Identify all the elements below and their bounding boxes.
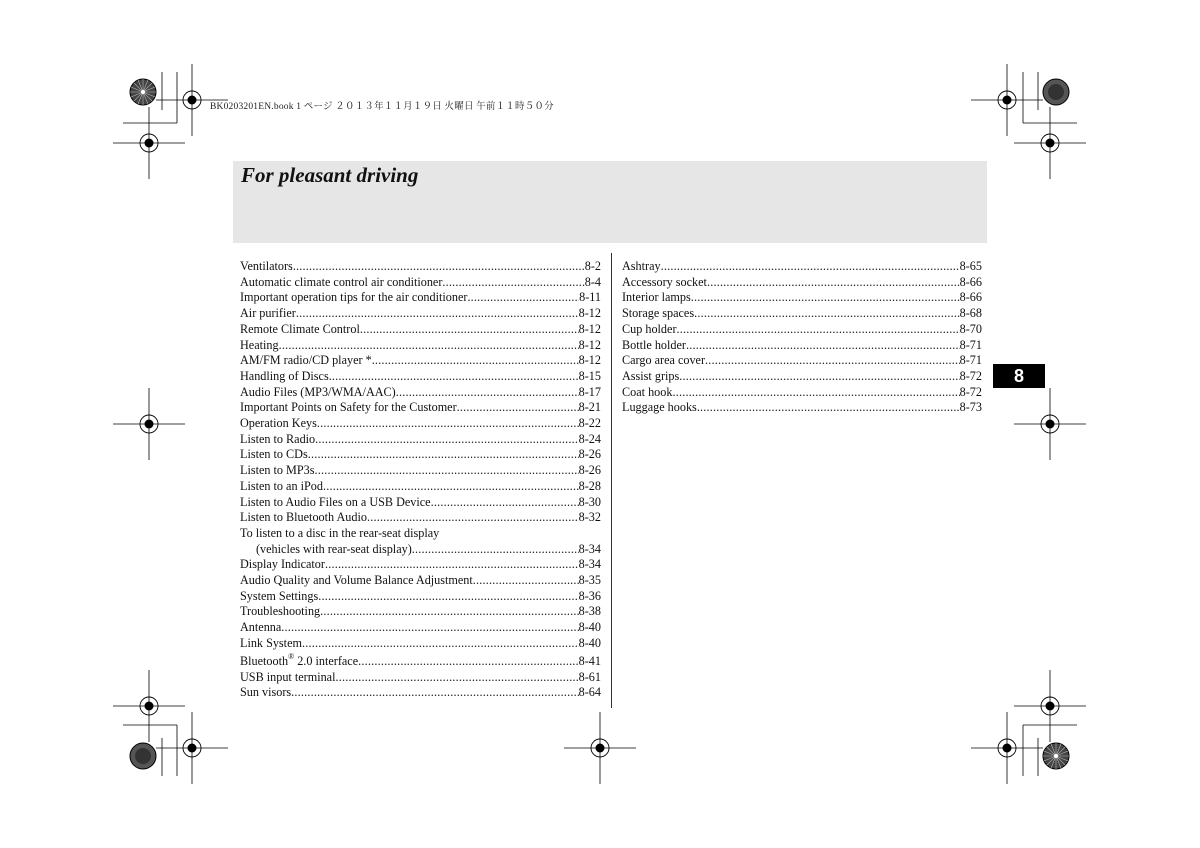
toc-entry-page: 8-34 <box>578 557 601 572</box>
toc-entry-page: 8-22 <box>578 416 601 431</box>
toc-entry[interactable] <box>240 306 601 322</box>
leader-dots <box>335 670 578 686</box>
toc-entry-title: Air purifier <box>240 306 296 321</box>
toc-entry-page: 8-24 <box>578 431 601 446</box>
toc-entry-title: Heating <box>240 337 279 352</box>
toc-entry[interactable] <box>240 416 601 432</box>
toc-entry[interactable] <box>240 290 601 306</box>
leader-dots <box>412 542 579 558</box>
toc-entry-page: 8-70 <box>959 321 982 336</box>
toc-entry-page: 8-71 <box>959 353 982 368</box>
toc-entry[interactable] <box>240 557 601 573</box>
toc-entry-page: 8-66 <box>959 290 982 305</box>
toc-entry-title: Bottle holder <box>622 337 686 352</box>
leader-dots <box>457 400 579 416</box>
toc-entry-page: 8-30 <box>578 494 601 509</box>
toc-entry-page: 8-12 <box>578 337 601 352</box>
toc-entry[interactable] <box>240 338 601 354</box>
column-divider <box>611 253 612 708</box>
toc-entry-page: 8-21 <box>578 400 601 415</box>
toc-entry-title: Automatic climate control air conditioner <box>240 274 443 289</box>
toc-entry[interactable] <box>240 685 601 701</box>
toc-entry[interactable] <box>240 589 601 605</box>
leader-dots <box>315 463 579 479</box>
leader-dots <box>358 652 579 670</box>
toc-entry[interactable] <box>240 604 601 620</box>
leader-dots <box>318 589 578 605</box>
leader-dots <box>661 259 960 275</box>
toc-entry[interactable] <box>240 400 601 416</box>
toc-entry[interactable] <box>240 463 601 479</box>
toc-entry-title: Display Indicator <box>240 557 325 572</box>
toc-entry-title: Ventilators <box>240 259 293 273</box>
toc-entry[interactable] <box>240 573 601 589</box>
toc-entry-page: 8-40 <box>578 620 601 635</box>
leader-dots <box>293 259 585 275</box>
chapter-tab: 8 <box>993 364 1045 388</box>
leader-dots <box>372 353 579 369</box>
toc-entry[interactable] <box>240 275 601 291</box>
leader-dots <box>442 275 584 291</box>
toc-entry-title: Important Points on Safety for the Customer <box>240 400 457 415</box>
leader-dots <box>707 275 960 291</box>
toc-entry-page: 8-65 <box>959 259 982 273</box>
leader-dots <box>308 447 579 463</box>
toc-entry[interactable] <box>622 385 982 401</box>
toc-entry[interactable] <box>240 259 601 275</box>
toc-entry-title: Audio Quality and Volume Balance Adjustment <box>240 573 473 588</box>
bluetooth-label-rest: 2.0 interface <box>294 653 359 668</box>
leader-dots <box>325 557 579 573</box>
toc-entry[interactable] <box>240 369 601 385</box>
toc-entry[interactable] <box>240 620 601 636</box>
registered-mark: ® <box>288 651 295 661</box>
toc-entry-title: Listen to Audio Files on a USB Device <box>240 494 431 509</box>
leader-dots <box>697 400 960 416</box>
leader-dots <box>281 620 578 636</box>
toc-entry-title: Antenna <box>240 620 282 635</box>
toc-entry-page: 8-38 <box>578 604 601 619</box>
section-header-banner <box>233 161 987 243</box>
toc-entry-title: Listen to Radio <box>240 431 316 446</box>
toc-entry-page: 8-68 <box>959 306 982 321</box>
toc-entry-title: Important operation tips for the air conditioner <box>240 290 468 305</box>
toc-entry-page: 8-12 <box>578 306 601 321</box>
leader-dots <box>291 685 579 701</box>
leader-dots <box>679 369 959 385</box>
leader-dots <box>467 290 579 306</box>
leader-dots <box>302 636 579 652</box>
leader-dots <box>705 353 960 369</box>
toc-entry-page: 8-66 <box>959 274 982 289</box>
toc-entry[interactable] <box>240 385 601 401</box>
toc-entry-page: 8-15 <box>578 368 601 383</box>
toc-entry-title: Listen to Bluetooth Audio <box>240 510 367 525</box>
toc-entry[interactable] <box>622 322 982 338</box>
leader-dots <box>329 369 579 385</box>
file-info-line: BK0203201EN.book 1 ページ ２０１３年１１月１９日 火曜日 午前１１時５０分 <box>210 102 554 112</box>
leader-dots <box>431 495 579 511</box>
toc-entry-page: 8-2 <box>584 259 601 273</box>
toc-entry[interactable] <box>240 447 601 463</box>
toc-entry-page: 8-35 <box>578 573 601 588</box>
leader-dots <box>360 322 579 338</box>
toc-entry-title: Cargo area cover <box>622 353 706 368</box>
toc-entry-title: Listen to CDs <box>240 447 308 462</box>
toc-entry[interactable] <box>240 670 601 686</box>
toc-entry-title: Link System <box>240 635 302 650</box>
leader-dots <box>677 322 960 338</box>
toc-entry[interactable] <box>240 652 601 670</box>
toc-left-column <box>240 259 601 701</box>
toc-entry-page: 8-64 <box>578 685 601 700</box>
toc-entry[interactable] <box>622 353 982 369</box>
toc-entry[interactable] <box>240 479 601 495</box>
leader-dots <box>672 385 959 401</box>
toc-entry-title: Remote Climate Control <box>240 321 360 336</box>
toc-entry-title: (vehicles with rear-seat display) <box>256 541 412 556</box>
toc-entry-title: AM/FM radio/CD player * <box>240 353 372 368</box>
toc-entry-title <box>240 652 358 670</box>
toc-entry-title: Sun visors <box>240 685 292 700</box>
leader-dots <box>367 510 579 526</box>
toc-entry-page: 8-28 <box>578 478 601 493</box>
toc-entry[interactable] <box>240 432 601 448</box>
toc-entry-page: 8-40 <box>578 635 601 650</box>
toc-entry[interactable] <box>622 259 982 275</box>
toc-entry[interactable] <box>240 353 601 369</box>
toc-entry[interactable] <box>622 306 982 322</box>
toc-entry-title: Listen to MP3s <box>240 463 315 478</box>
leader-dots <box>686 338 960 354</box>
toc-entry[interactable] <box>240 322 601 338</box>
toc-right-column <box>622 259 982 416</box>
leader-dots <box>473 573 579 589</box>
leader-dots <box>691 290 960 306</box>
toc-entry-title: Accessory socket <box>622 274 707 289</box>
toc-entry-title: Luggage hooks <box>622 400 697 415</box>
toc-entry-page: 8-34 <box>578 541 601 556</box>
toc-entry[interactable] <box>622 275 982 291</box>
toc-entry[interactable] <box>622 400 982 416</box>
toc-entry-title: Coat hook <box>622 384 673 399</box>
leader-dots <box>296 306 579 322</box>
toc-entry-page: 8-26 <box>578 447 601 462</box>
toc-entry-title: Assist grips <box>622 368 680 383</box>
toc-entry[interactable] <box>240 526 601 542</box>
toc-entry-title: USB input terminal <box>240 669 336 684</box>
toc-entry-title: Handling of Discs <box>240 368 329 383</box>
leader-dots <box>396 385 579 401</box>
toc-entry-title: Audio Files (MP3/WMA/AAC) <box>240 384 396 399</box>
toc-entry-page: 8-4 <box>584 274 601 289</box>
toc-entry[interactable] <box>622 338 982 354</box>
toc-entry-title: To listen to a disc in the rear-seat display <box>240 525 440 540</box>
toc-entry-title: System Settings <box>240 588 319 603</box>
toc-entry-page: 8-41 <box>578 653 601 668</box>
toc-entry-page: 8-11 <box>579 290 601 305</box>
leader-dots <box>315 432 579 448</box>
leader-dots <box>279 338 579 354</box>
toc-entry-title: Cup holder <box>622 321 677 336</box>
toc-entry[interactable] <box>240 636 601 652</box>
toc-entry-page: 8-32 <box>578 510 601 525</box>
leader-dots <box>320 604 579 620</box>
toc-entry-title: Troubleshooting <box>240 604 321 619</box>
leader-dots <box>694 306 960 322</box>
bluetooth-label: Bluetooth <box>240 653 289 668</box>
toc-entry-page: 8-72 <box>959 368 982 383</box>
toc-entry-title: Interior lamps <box>622 290 691 305</box>
toc-entry-page: 8-61 <box>578 669 601 684</box>
toc-entry-page: 8-72 <box>959 384 982 399</box>
toc-entry-page: 8-26 <box>578 463 601 478</box>
toc-entry-title: Storage spaces <box>622 306 695 321</box>
toc-entry-title: Ashtray <box>622 259 661 273</box>
toc-entry-page: 8-17 <box>578 384 601 399</box>
toc-entry[interactable] <box>240 542 601 558</box>
toc-entry-title: Listen to an iPod <box>240 478 323 493</box>
page-title: For pleasant driving <box>241 163 419 187</box>
toc-entry-page: 8-71 <box>959 337 982 352</box>
toc-entry-page: 8-12 <box>578 321 601 336</box>
toc-entry-page: 8-12 <box>578 353 601 368</box>
leader-dots <box>323 479 579 495</box>
toc-entry-page: 8-73 <box>959 400 982 415</box>
toc-entry[interactable] <box>622 290 982 306</box>
leader-dots <box>317 416 579 432</box>
toc-entry[interactable] <box>240 495 601 511</box>
toc-entry[interactable] <box>240 510 601 526</box>
toc-entry-page: 8-36 <box>578 588 601 603</box>
toc-entry-title: Operation Keys <box>240 416 317 431</box>
toc-entry[interactable] <box>622 369 982 385</box>
